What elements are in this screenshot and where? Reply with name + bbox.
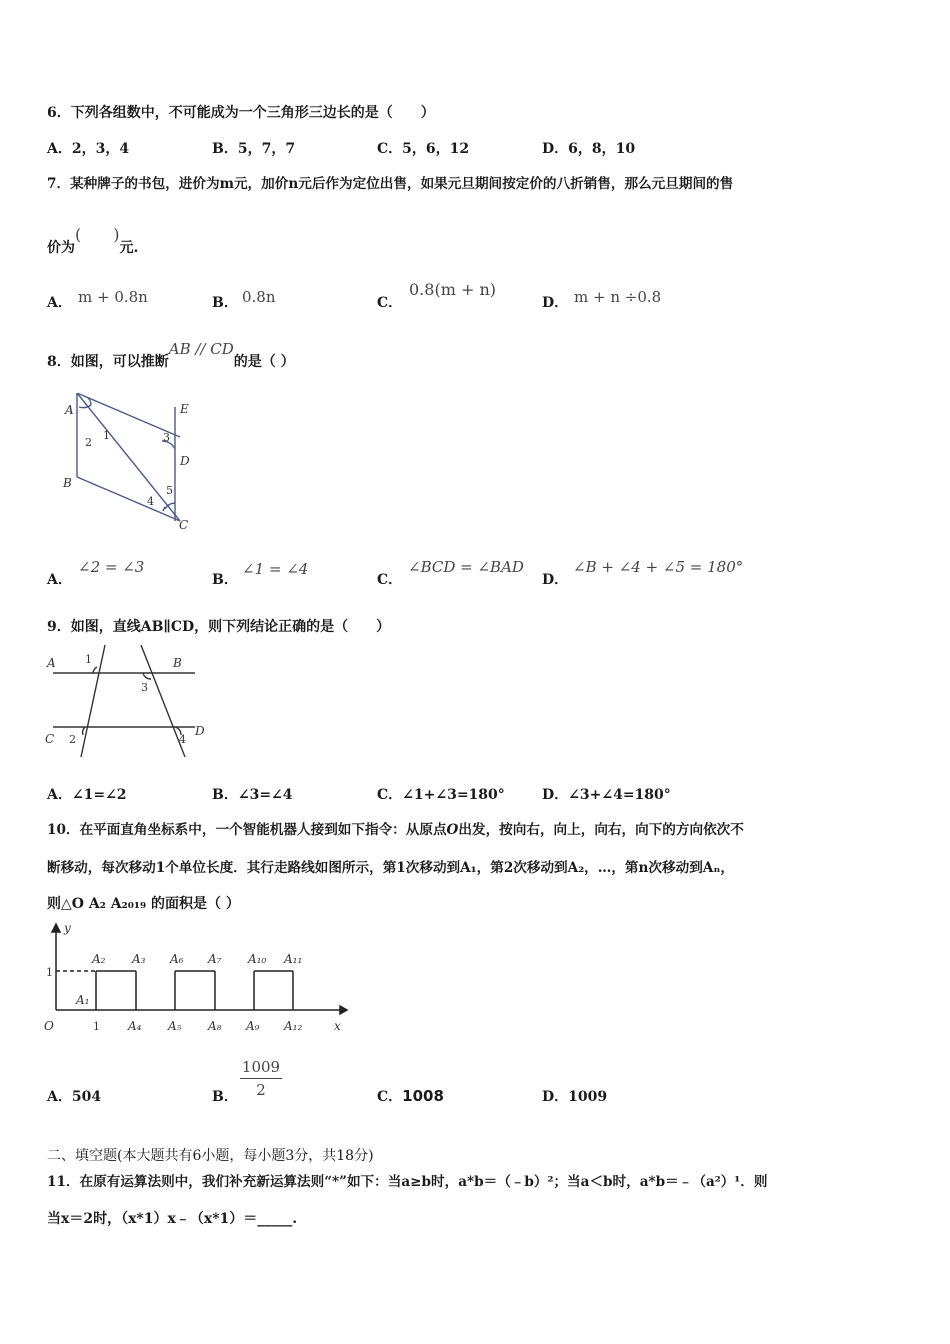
q9-point-a: A [47, 656, 56, 670]
q10-origin: O [44, 1019, 54, 1033]
q7-option-b-math: 0.8n [242, 288, 276, 306]
q8-option-a[interactable]: A． [47, 572, 72, 588]
q8-angle-4: 4 [147, 495, 154, 508]
q7-option-a-math: m + 0.8n [78, 288, 148, 306]
q10-line2: 断移动，每次移动1个单位长度．其行走路线如图所示，第1次移动到A₁，第2次移动到A₂，…，第n次移动到Aₙ， [47, 860, 734, 876]
q8-option-c[interactable]: C． [377, 572, 403, 588]
q9-option-b[interactable]: B．∠3=∠4 [212, 787, 293, 803]
q10-point-a11: A₁₁ [284, 952, 303, 966]
q9-figure [45, 645, 210, 760]
q9-point-b: B [173, 656, 182, 670]
q10-option-d[interactable]: D．1009 [542, 1089, 608, 1105]
q10-point-a5: A₅ [168, 1019, 182, 1033]
q6-stem: 6．下列各组数中，不可能成为一个三角形三边长的是（ ） [47, 105, 435, 121]
q10-tick-x1: 1 [93, 1020, 100, 1033]
q10-option-a[interactable]: A．504 [47, 1089, 102, 1105]
q10-point-a10: A₁₀ [248, 952, 267, 966]
q10-point-a9: A₉ [246, 1019, 260, 1033]
q9-point-d: D [195, 724, 205, 738]
q8-point-e: E [180, 402, 189, 416]
q10-point-a2: A₂ [92, 952, 106, 966]
q8-point-c: C [179, 518, 189, 532]
q10-axis-y: y [64, 921, 71, 935]
q9-option-d[interactable]: D．∠3+∠4=180° [542, 787, 671, 803]
q8-option-d[interactable]: D． [542, 572, 569, 588]
q7-stem-cont: 价为( )元. [47, 225, 139, 256]
q9-stem: 9．如图，直线AB∥CD，则下列结论正确的是（ ） [47, 619, 391, 635]
q8-angle-3: 3 [163, 431, 170, 444]
q10-option-b-fraction [240, 1058, 282, 1099]
fraction-denominator: 2 [256, 1081, 266, 1099]
q8-angle-5: 5 [166, 484, 173, 497]
q10-point-a4: A₄ [128, 1019, 142, 1033]
q7-option-b[interactable]: B． [212, 295, 238, 311]
q7-answer-blank: ( ) [75, 225, 120, 244]
q8-point-d: D [180, 454, 190, 468]
q11-line1: 11．在原有运算法则中，我们补充新运算法则“*”如下：当a≥b时，a*b＝（﹣b）²；当a＜b时，a*b＝﹣（a²）¹．则 [47, 1174, 768, 1190]
q7-option-c[interactable]: C． [377, 295, 403, 311]
q9-point-c: C [45, 732, 55, 746]
q8-math-ab-cd: AB // CD [168, 340, 234, 358]
q7-option-d-math: m + n ÷0.8 [574, 288, 662, 306]
q10-line3: 则△O A₂ A₂₀₁₉ 的面积是（ ） [47, 896, 240, 912]
q7-option-d[interactable]: D． [542, 295, 569, 311]
q8-point-a: A [65, 403, 74, 417]
q11-line2: 当x＝2时，（x*1）x﹣（x*1）＝_____. [47, 1211, 298, 1227]
fraction-bar [240, 1078, 282, 1079]
q6-option-c[interactable]: C．5，6，12 [377, 141, 470, 157]
q8-option-c-math: ∠BCD = ∠BAD [408, 558, 524, 576]
q10-axis-x: x [334, 1019, 341, 1033]
q10-point-a8: A₈ [208, 1019, 222, 1033]
q9-option-a[interactable]: A．∠1=∠2 [47, 787, 127, 803]
fraction-numerator: 1009 [241, 1058, 281, 1076]
q8-option-a-math: ∠2 = ∠3 [78, 558, 145, 576]
q8-option-b-math: ∠1 = ∠4 [242, 560, 309, 578]
q7-stem: 7．某种牌子的书包，进价为m元，加价n元后作为定位出售，如果元旦期间按定价的八折销售，那么元旦期间的售 [47, 176, 734, 192]
q9-angle-1: 1 [85, 653, 92, 666]
q10-point-a12: A₁₂ [284, 1019, 303, 1033]
q10-option-b[interactable]: B． [212, 1089, 238, 1105]
section-2-title: 二、填空题(本大题共有6小题，每小题3分，共18分) [47, 1148, 374, 1164]
q10-point-a6: A₆ [170, 952, 184, 966]
q7-option-c-math: 0.8(m + n) [409, 280, 496, 299]
q10-line1: 10．在平面直角坐标系中，一个智能机器人接到如下指令：从原点O出发，按向右，向上，向右，向下的方向依次不 [47, 822, 744, 838]
q7-option-a[interactable]: A． [47, 295, 72, 311]
q10-point-a1: A₁ [76, 993, 90, 1007]
q10-point-a3: A₃ [132, 952, 146, 966]
q6-option-a[interactable]: A．2，3，4 [47, 141, 130, 157]
q8-angle-2: 2 [85, 436, 92, 449]
q6-option-d[interactable]: D．6，8，10 [542, 141, 636, 157]
q8-angle-1: 1 [103, 429, 110, 442]
q9-angle-2: 2 [69, 733, 76, 746]
q6-option-b[interactable]: B．5，7，7 [212, 141, 296, 157]
q9-angle-4: 4 [179, 733, 186, 746]
q10-figure [40, 920, 350, 1038]
q8-option-b[interactable]: B． [212, 572, 238, 588]
q10-tick-y1: 1 [46, 966, 53, 979]
q8-option-d-math: ∠B + ∠4 + ∠5 = 180° [573, 558, 744, 576]
q8-figure [55, 393, 205, 533]
q8-point-b: B [63, 476, 72, 490]
q10-option-c[interactable]: C．1008 [377, 1087, 444, 1105]
q8-stem: 8．如图，可以推断AB // CD的是（ ） [47, 340, 295, 370]
q9-angle-3: 3 [141, 681, 148, 694]
q10-point-a7: A₇ [208, 952, 222, 966]
q9-option-c[interactable]: C．∠1+∠3=180° [377, 787, 505, 803]
